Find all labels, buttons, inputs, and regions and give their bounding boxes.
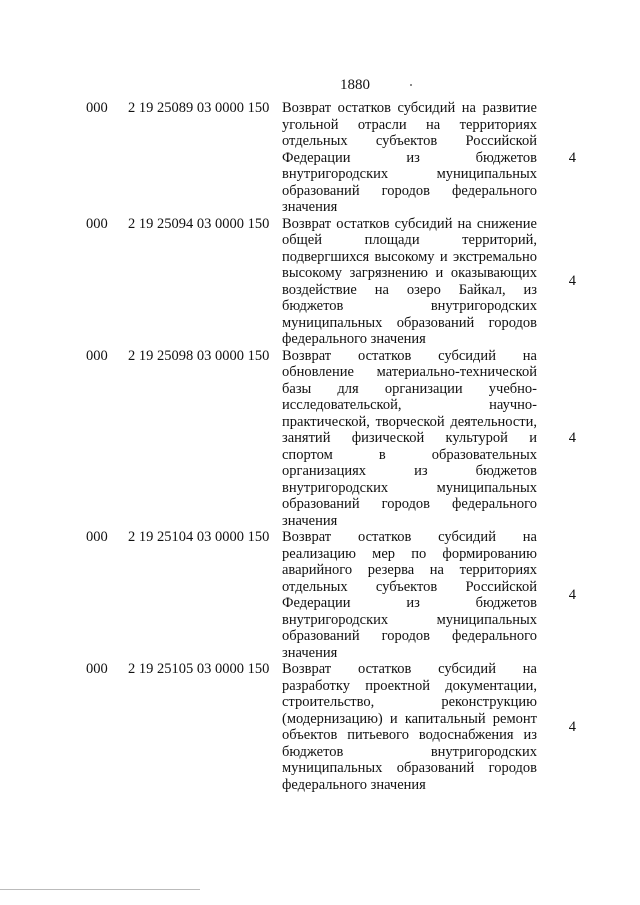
income-name-cell: Возврат остатков субсидий на обновление материально-технической базы для организации учебно-исследовательской, научно-практической, творческой деятельности, занятий физической культурой и спортом в образовательных организациях из бюджетов внутригородских муниципальных образований городов федерального значения (282, 347, 537, 529)
income-name-cell: Возврат остатков субсидий на разработку проектной документации, строительство, реконструкцию (модернизацию) и капитальный ремонт объектов питьевого водоснабжения из бюджетов внутригородских муниципальных образований городов федерального значения (282, 661, 537, 793)
table-row (86, 529, 596, 661)
table-row (86, 348, 596, 530)
budget-code-cell: 2 19 25094 03 0000 150 (128, 215, 270, 232)
norm-cell (537, 348, 596, 530)
norm-cell (537, 661, 596, 793)
admin-code-cell: 000 (86, 529, 108, 545)
income-name-cell: Возврат остатков субсидий на реализацию мер по формированию аварийного резерва на территориях отдельных субъектов Российской Федерации из бюджетов внутригородских муниципальных образований городов федерального значения (282, 529, 537, 661)
admin-code-cell: 000 (86, 215, 108, 232)
income-name-cell: Возврат остатков субсидий на развитие угольной отрасли на территориях отдельных субъектов Российской Федерации из бюджетов внутригородских муниципальных образований городов федерального значения (282, 100, 537, 215)
norm-value: 4 (568, 273, 576, 290)
table-row (86, 661, 596, 793)
budget-code-cell: 2 19 25104 03 0000 150 (128, 529, 270, 545)
admin-code-cell: 000 (86, 347, 108, 364)
scan-speck (410, 84, 412, 86)
income-name-cell: Возврат остатков субсидий на снижение общей площади территорий, подвергшихся высокому и экстремально высокому загрязнению и оказывающих воздействие на озеро Байкал, из бюджетов внутригородских муниципальных образований городов федерального значения (282, 215, 537, 347)
budget-code-cell: 2 19 25098 03 0000 150 (128, 347, 270, 364)
norm-value: 4 (568, 430, 576, 446)
norm-value: 4 (568, 586, 576, 603)
admin-code-cell: 000 (86, 661, 108, 677)
budget-code-cell: 2 19 25105 03 0000 150 (128, 661, 270, 677)
page-number: 1880 (340, 77, 370, 93)
table-row (86, 100, 596, 216)
norm-cell (537, 216, 596, 348)
budget-codes-table (86, 100, 596, 793)
page-bottom-rule (0, 889, 200, 890)
norm-value: 4 (568, 718, 576, 735)
admin-code-cell: 000 (86, 100, 108, 116)
table-row (86, 216, 596, 348)
norm-cell (537, 529, 596, 661)
norm-cell (537, 100, 596, 216)
norm-value: 4 (568, 149, 576, 166)
budget-code-cell: 2 19 25089 03 0000 150 (128, 100, 270, 116)
